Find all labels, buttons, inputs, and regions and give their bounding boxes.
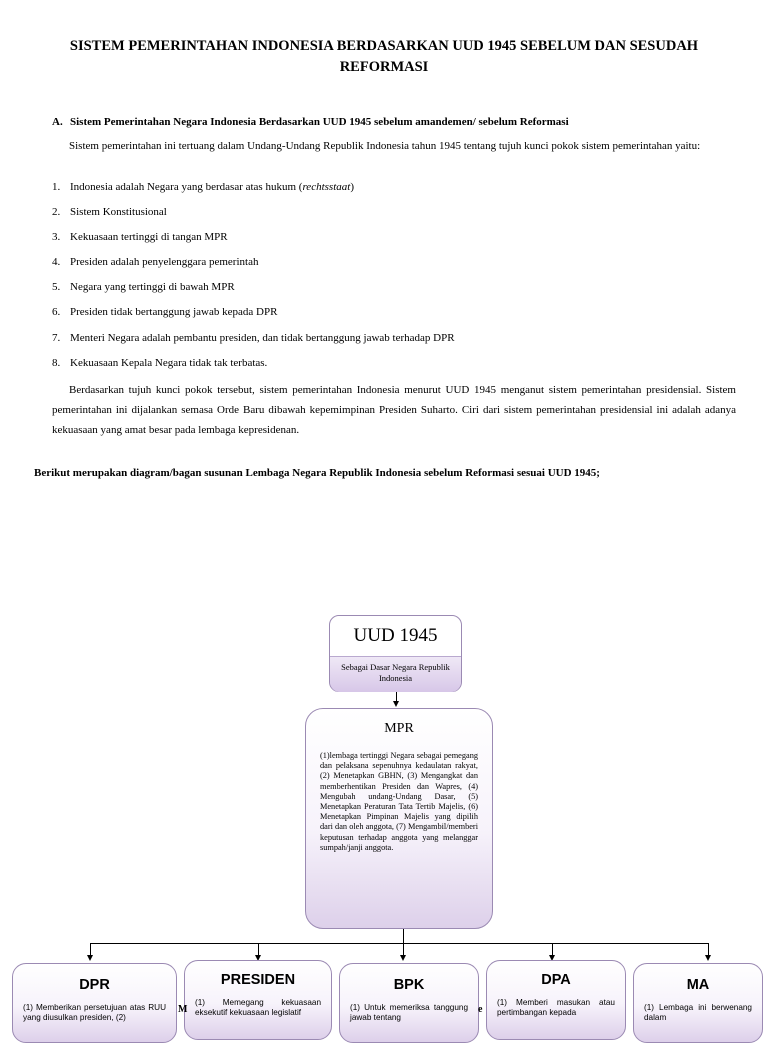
connector-mpr-down	[403, 929, 404, 943]
bpk-description: (1) Untuk memeriksa tanggung jawab tentang	[350, 1003, 468, 1022]
list-item-number: 6.	[52, 306, 61, 319]
dpa-title: DPA	[541, 972, 571, 988]
presiden-title: PRESIDEN	[220, 972, 296, 988]
arrow-ma	[705, 955, 711, 961]
presiden-box	[184, 960, 332, 1040]
list-item-number: 8.	[52, 356, 61, 369]
dpa-box	[486, 960, 626, 1040]
uud-box	[329, 615, 462, 692]
ma-title: MA	[686, 977, 710, 993]
dpa-description: (1) Memberi masukan atau pertimbangan kepada	[497, 998, 615, 1017]
list-item-text: Presiden tidak bertanggung jawab kepada DPR	[70, 306, 278, 319]
uud-title: UUD 1945	[330, 616, 461, 657]
list-item	[52, 205, 455, 230]
list-item-text: Sistem Konstitusional	[70, 206, 167, 219]
dpr-box	[12, 963, 177, 1043]
dpr-description: (1) Memberikan persetujuan atas RUU yang diusulkan presiden, (2)	[23, 1003, 166, 1022]
list-item	[52, 305, 455, 330]
bpk-box	[339, 963, 479, 1043]
list-item-number: 5.	[52, 281, 61, 294]
uud-subtitle: Sebagai Dasar Negara Republik Indonesia	[330, 657, 461, 692]
list-item	[52, 255, 455, 280]
mpr-title: MPR	[384, 721, 414, 736]
mpr-description: (1)lembaga tertinggi Negara sebagai pemegang dan pelaksana sepenuhnya kedaulatan rakyat, (2) Menetapkan GBHN, (3) Mengangkat dan memberhentikan Presiden dan Wapres, (4) Mengubah undang-Undang Dasar, (5) Menetapkan Peraturan Tata Tertib Majelis, (6) Menetapkan Pimpinan Majelis yang dipilih dari dan oleh anggota, (7) Mengambil/memberi keputusan terhadap anggota yang melanggar sumpah/janji anggota.	[320, 751, 478, 852]
list-item-text: Presiden adalah penyelenggara pemerintah	[70, 256, 259, 269]
list-item-text: Negara yang tertinggi di bawah MPR	[70, 281, 235, 294]
list-item-number: 7.	[52, 331, 61, 344]
list-item-number: 3.	[52, 231, 61, 244]
bpk-title: BPK	[393, 977, 425, 993]
ma-box	[633, 963, 763, 1043]
list-item-number: 4.	[52, 256, 61, 269]
list-item	[52, 180, 455, 205]
list-item-text: Kekuasaan Kepala Negara tidak tak terbatas.	[70, 356, 268, 369]
connector-horizontal	[90, 943, 708, 944]
intro-paragraph-text: Sistem pemerintahan ini tertuang dalam Undang-Undang Republik Indonesia tahun 1945 tentang tujuh kunci pokok sistem pemerintahan yaitu:	[69, 140, 701, 152]
list-item-number: 2.	[52, 206, 61, 219]
mpr-box	[305, 708, 493, 929]
ma-description: (1) Lembaga ini berwenang dalam	[644, 1003, 752, 1022]
arrow-dpr	[87, 955, 93, 961]
list-item-number: 1.	[52, 181, 61, 193]
text-fragment-right: e	[478, 1004, 483, 1015]
text-fragment-left: M	[178, 1004, 188, 1015]
dpr-title: DPR	[79, 977, 110, 993]
presiden-description: (1) Memegang kekuasaan eksekutif kekuasaan legislatif	[195, 998, 321, 1017]
section-heading-text: Sistem Pemerintahan Negara Indonesia Berdasarkan UUD 1945 sebelum amandemen/ sebelum Reformasi	[70, 116, 569, 128]
list-item-italic: rechtsstaat	[302, 181, 351, 193]
section-letter: A.	[52, 116, 63, 128]
page-title: SISTEM PEMERINTAHAN INDONESIA BERDASARKAN UUD 1945 SEBELUM DAN SESUDAH REFORMASI	[69, 38, 699, 75]
list-item-text: Menteri Negara adalah pembantu presiden, dan tidak bertanggung jawab terhadap DPR	[70, 331, 455, 344]
summary-paragraph	[52, 380, 736, 440]
diagram-intro: Berikut merupakan diagram/bagan susunan Lembaga Negara Republik Indonesia sebelum Reformasi sesuai UUD 1945;	[34, 467, 600, 479]
list-item-text: Indonesia adalah Negara yang berdasar atas hukum (	[70, 181, 303, 193]
list-item	[52, 280, 455, 305]
key-points-list	[52, 180, 455, 381]
list-item	[52, 331, 455, 356]
list-item	[52, 356, 455, 381]
list-item-suffix: )	[350, 181, 354, 193]
list-item-text: Kekuasaan tertinggi di tangan MPR	[70, 231, 228, 244]
arrow-uud-mpr	[393, 701, 399, 707]
arrow-bpk	[400, 955, 406, 961]
section-a-heading	[52, 116, 569, 128]
summary-paragraph-text: Berdasarkan tujuh kunci pokok tersebut, sistem pemerintahan Indonesia menurut UUD 1945 menganut sistem pemerintahan presidensial. Sistem pemerintahan ini dijalankan semasa Orde Baru dibawah kepemimpinan Presiden Suharto. Ciri dari sistem pemerintahan presidensial ini adalah adanya kekuasaan yang amat besar pada lembaga kepresidenan.	[52, 384, 736, 436]
list-item	[52, 230, 455, 255]
intro-paragraph	[52, 139, 736, 153]
